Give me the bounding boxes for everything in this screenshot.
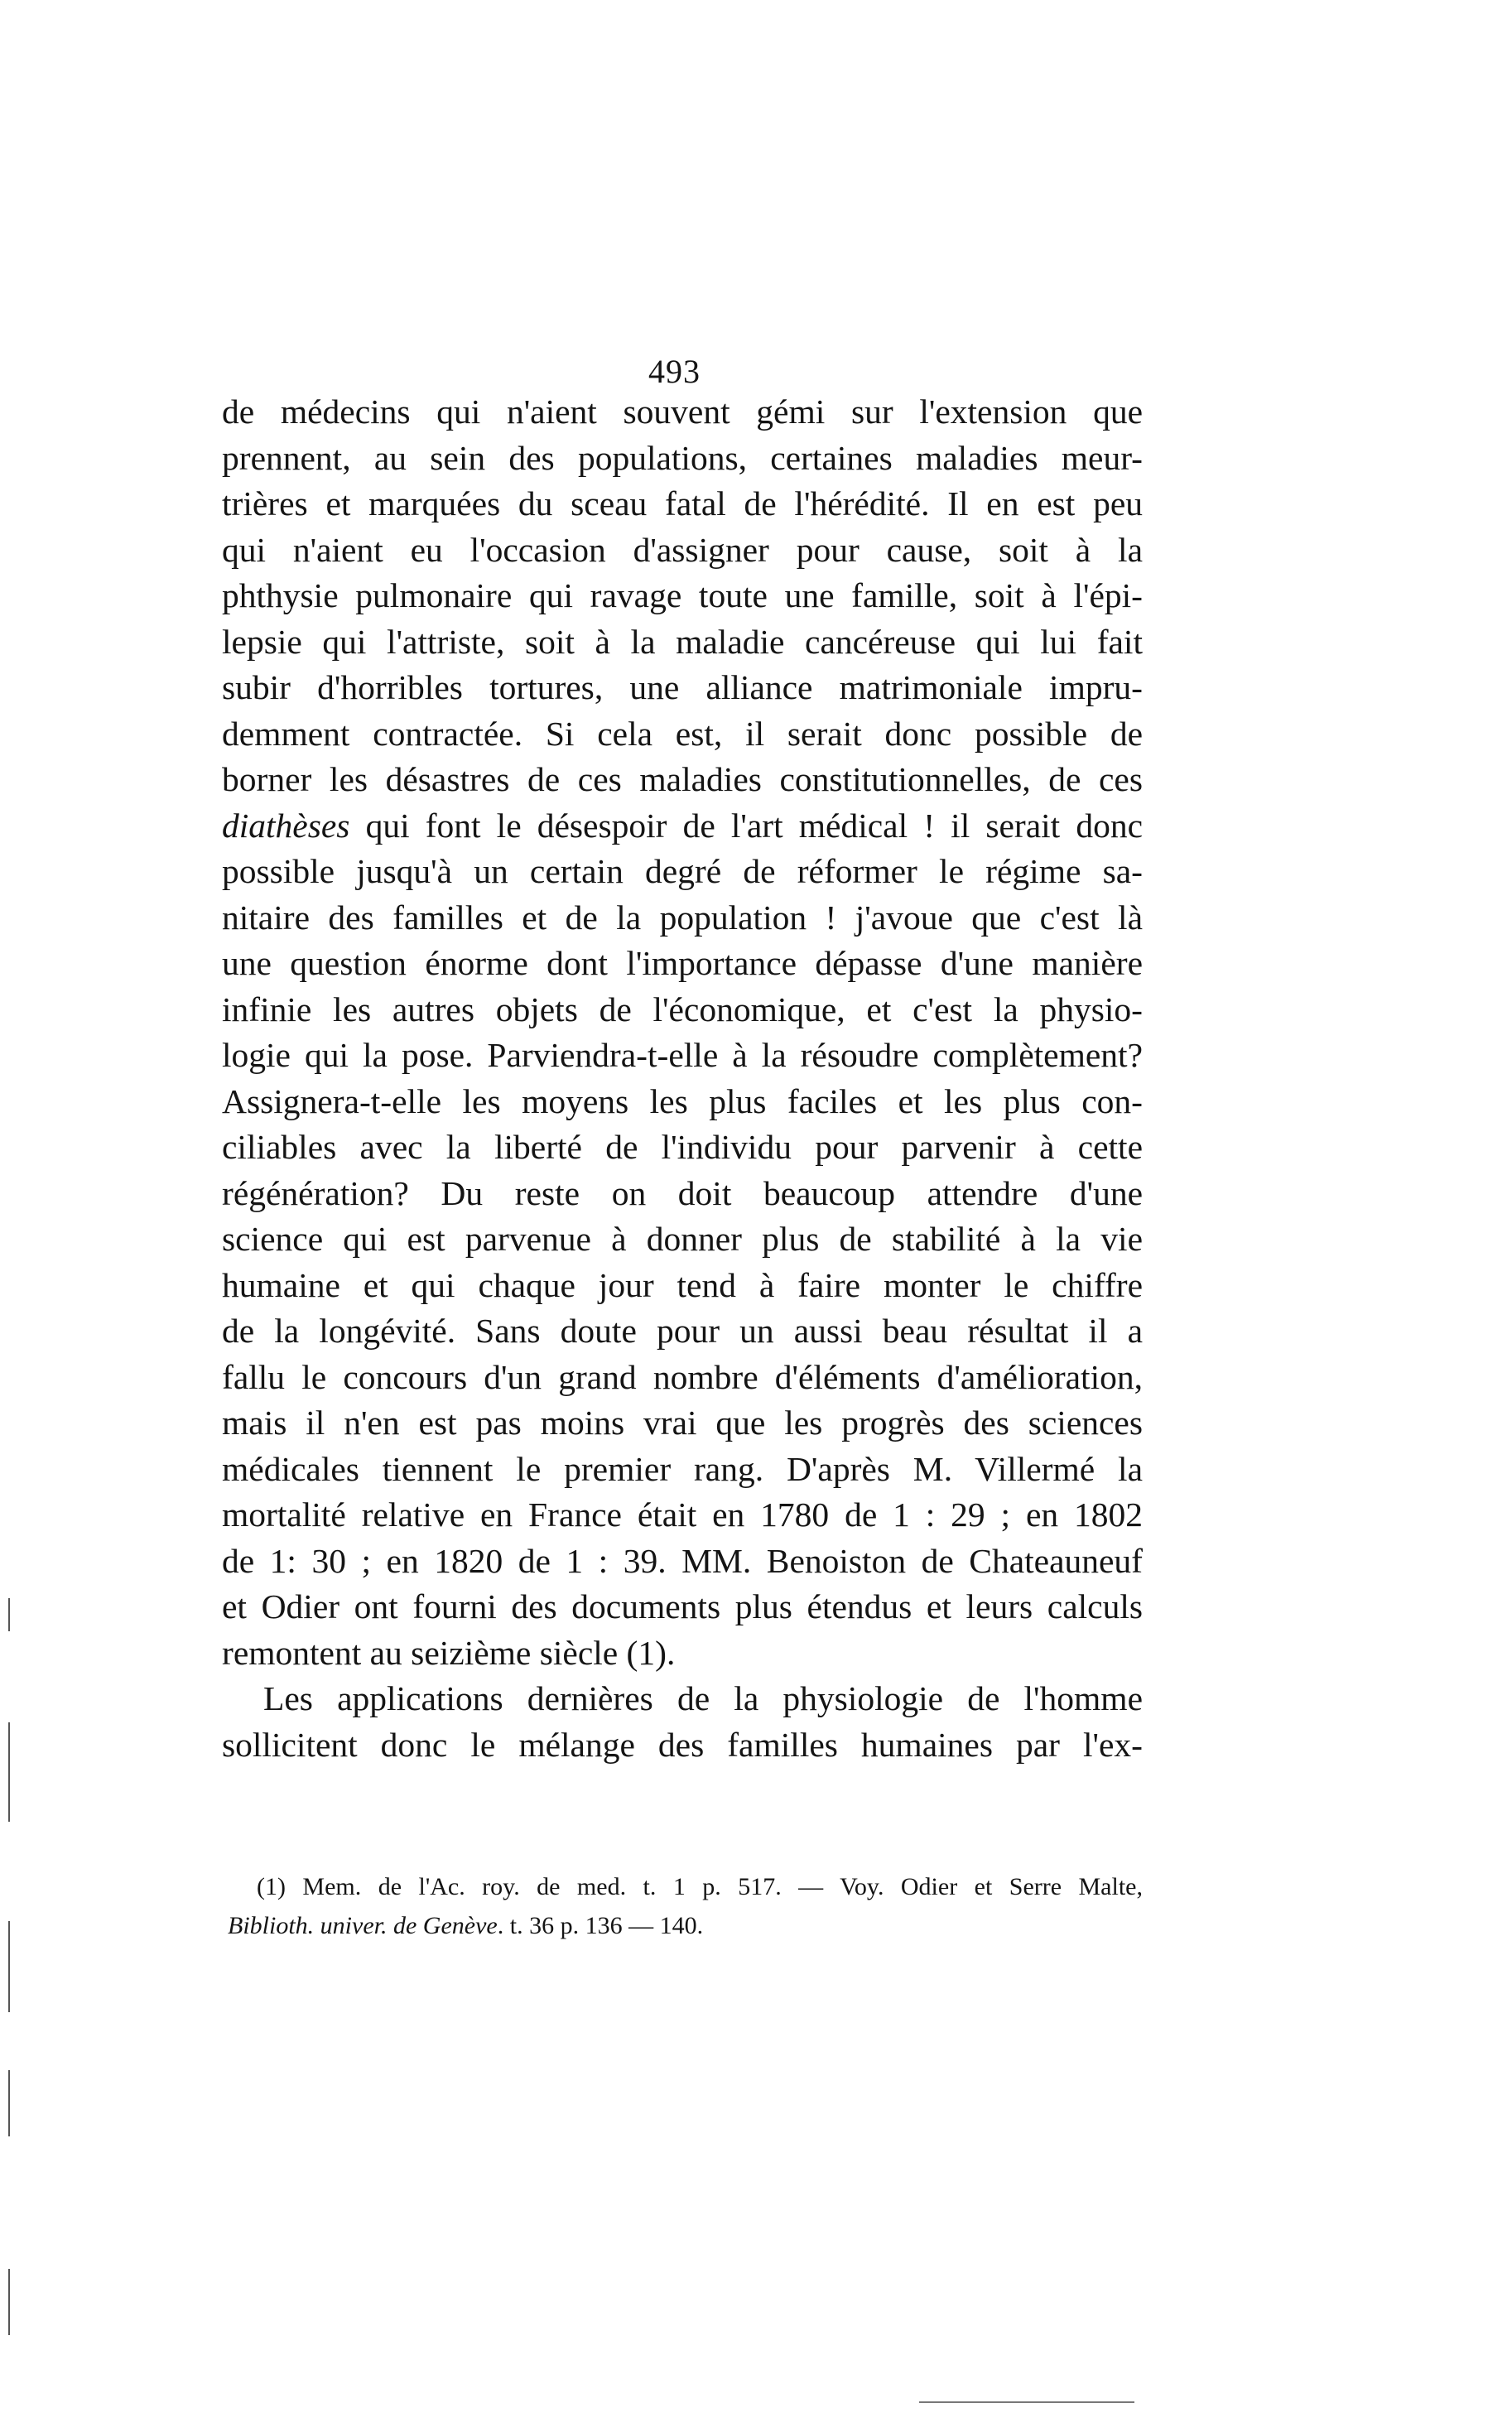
text-line: régénération? Du reste on doit beaucoup attendre d'une	[222, 1173, 1143, 1212]
page-number: 493	[648, 353, 701, 390]
margin-mark	[8, 1598, 10, 1631]
text-line: remontent au seizième siècle (1).	[222, 1633, 676, 1672]
margin-mark	[8, 2070, 10, 2136]
text-line: de médecins qui n'aient souvent gémi sur l'extension que	[222, 392, 1143, 431]
footnote-line: Biblioth. univer. de Genève. t. 36 p. 136 — 140.	[228, 1912, 704, 1939]
text-line: mortalité relative en France était en 1780 de 1 : 29 ; en 1802	[222, 1495, 1143, 1534]
text-line: phthysie pulmonaire qui ravage toute une famille, soit à l'épi-	[222, 576, 1143, 614]
footnotes	[228, 1867, 1143, 1945]
footnote-line: (1) Mem. de l'Ac. roy. de med. t. 1 p. 517. — Voy. Odier et Serre Malte,	[257, 1873, 1143, 1900]
text-line: médicales tiennent le premier rang. D'après M. Villermé la	[222, 1449, 1143, 1488]
text-line: qui n'aient eu l'occasion d'assigner pour cause, soit à la	[222, 530, 1143, 569]
text-line: lepsie qui l'attriste, soit à la maladie cancéreuse qui lui fait	[222, 622, 1143, 661]
text-line: nitaire des familles et de la population ! j'avoue que c'est là	[222, 898, 1143, 937]
italic-text: Biblioth. univer. de Genève	[228, 1912, 498, 1939]
text-line: science qui est parvenue à donner plus de stabilité à la vie	[222, 1220, 1143, 1258]
margin-mark	[8, 2269, 10, 2335]
text-line: trières et marquées du sceau fatal de l'hérédité. Il en est peu	[222, 484, 1143, 523]
text-line: Assignera-t-elle les moyens les plus faciles et les plus con-	[222, 1081, 1143, 1120]
text-line: logie qui la pose. Parviendra-t-elle à la résoudre complètement?	[222, 1036, 1143, 1074]
margin-mark	[8, 1722, 10, 1822]
text-line: Les applications dernières de la physiologie de l'homme	[263, 1679, 1143, 1717]
text-line: humaine et qui chaque jour tend à faire monter le chiffre	[222, 1265, 1143, 1304]
text-line: et Odier ont fourni des documents plus étendus et leurs calculs	[222, 1587, 1143, 1625]
margin-mark	[8, 1921, 10, 2012]
text-line: subir d'horribles tortures, une alliance matrimoniale impru-	[222, 668, 1143, 706]
text-line: de 1: 30 ; en 1820 de 1 : 39. MM. Benoiston de Chateauneuf	[222, 1541, 1143, 1580]
text-line: demment contractée. Si cela est, il serait donc possible de	[222, 714, 1143, 753]
text-line: ciliables avec la liberté de l'individu pour parvenir à cette	[222, 1128, 1143, 1166]
text-line: fallu le concours d'un grand nombre d'éléments d'amélioration,	[222, 1357, 1143, 1396]
text-line: borner les désastres de ces maladies constitutionnelles, de ces	[222, 760, 1143, 798]
text-line: sollicitent donc le mélange des familles humaines par l'ex-	[222, 1725, 1143, 1764]
text-line: diathèses qui font le désespoir de l'art médical ! il serait donc	[222, 806, 1143, 845]
text-line: possible jusqu'à un certain degré de réformer le régime sa-	[222, 852, 1143, 890]
text-line: de la longévité. Sans doute pour un aussi beau résultat il a	[222, 1312, 1143, 1350]
italic-text: diathèses	[222, 806, 350, 845]
bottom-rule	[919, 2401, 1134, 2403]
text-line: mais il n'en est pas moins vrai que les progrès des sciences	[222, 1404, 1143, 1442]
text-line: une question énorme dont l'importance dépasse d'une manière	[222, 944, 1143, 982]
text-line: prennent, au sein des populations, certaines maladies meur-	[222, 438, 1143, 477]
body-text	[222, 389, 1143, 1768]
text-line: infinie les autres objets de l'économique, et c'est la physio-	[222, 990, 1143, 1028]
